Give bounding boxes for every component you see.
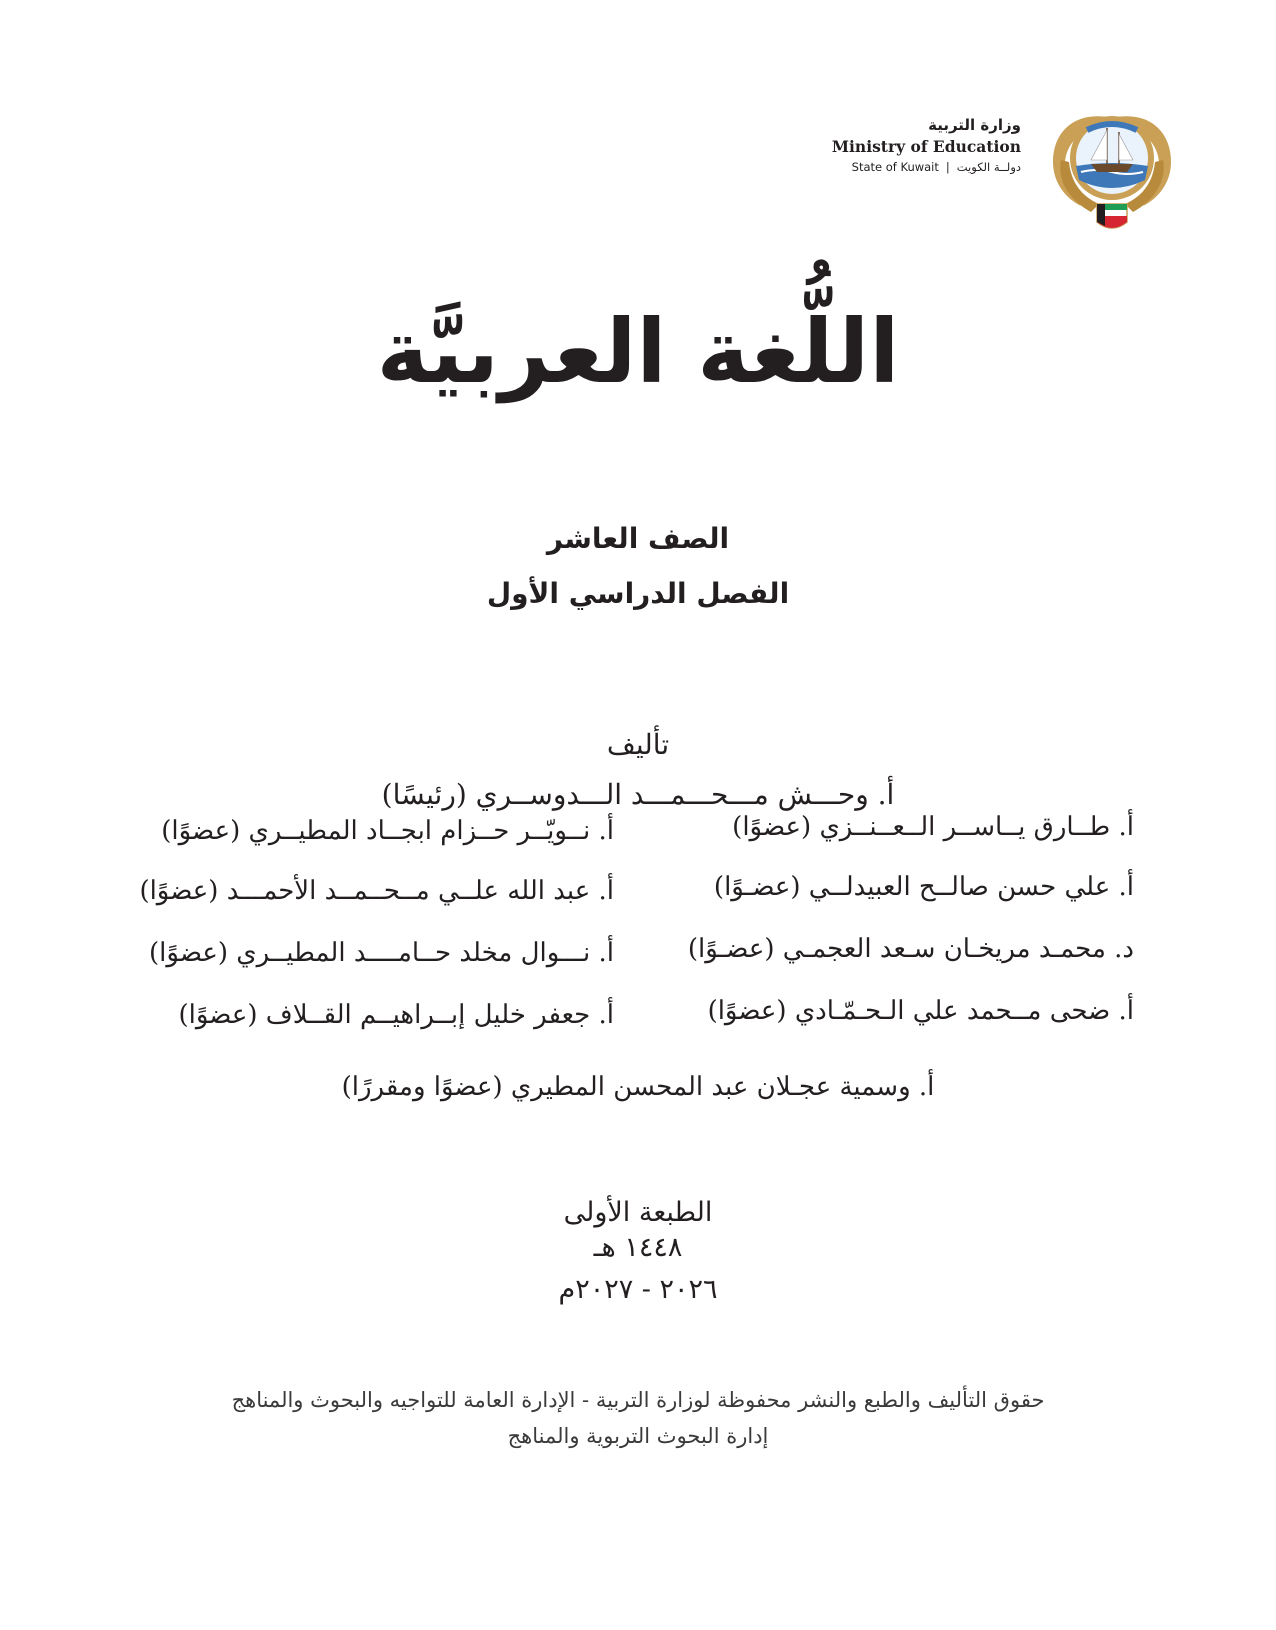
authors-head: أ. وحـــش مـــحـــمـــد الـــدوســري (رئيسًا) [381, 778, 895, 811]
grade-label: الصف العاشر [546, 522, 730, 555]
copyright-line-2: إدارة البحوث التربوية والمناهج [507, 1424, 769, 1448]
state-separator: | [945, 160, 950, 174]
author-left-2: أ. عبد الله علــي مــحــمــد الأحمـــد (عضوًا) [139, 876, 614, 906]
author-right-4: أ. ضحى مــحمد علي الـحـمّـادي (عضوًا) [707, 996, 1134, 1026]
kuwait-emblem [1047, 100, 1177, 240]
state-english: State of Kuwait [851, 160, 939, 174]
author-last: أ. وسمية عجـلان عبد المحسن المطيري (عضوًا ومقررًا) [341, 1072, 935, 1102]
ministry-header [832, 116, 1021, 174]
authors-label: تأليف [606, 728, 670, 761]
book-title: اللُّغة العربيَّة [376, 300, 900, 403]
edition-label: الطبعة الأولى [563, 1197, 713, 1228]
term-label: الفصل الدراسي الأول [486, 577, 790, 610]
edition-gregorian-year: ٢٠٢٦ - ٢٠٢٧م [558, 1274, 718, 1305]
state-arabic: دولــة الكويت [956, 160, 1021, 174]
author-right-2: أ. علي حسن صالــح العبيدلــي (عضـوًا) [713, 872, 1134, 902]
author-left-3: أ. نـــوال مخلد حــامــــد المطيــري (عضوًا) [149, 938, 614, 968]
author-left-1: أ. نــويّــر حــزام ابجــاد المطيــري (عضوًا) [161, 816, 614, 846]
ministry-name-english: Ministry of Education [831, 137, 1021, 156]
copyright-line-1: حقوق التأليف والطبع والنشر محفوظة لوزارة التربية - الإدارة العامة للتواجيه والبحوث والمناهج [231, 1388, 1045, 1412]
author-right-1: أ. طــارق يــاســر الــعــنــزي (عضوًا) [732, 812, 1134, 842]
author-left-4: أ. جعفر خليل إبــراهيــم القــلاف (عضوًا) [178, 1000, 614, 1030]
edition-hijri-year: ١٤٤٨ هـ [593, 1232, 683, 1263]
state-line [832, 160, 1021, 174]
ministry-name-arabic: وزارة التربية [928, 116, 1021, 134]
author-right-3: د. محمـد مريخـان سـعد العجمـي (عضـوًا) [687, 934, 1134, 964]
